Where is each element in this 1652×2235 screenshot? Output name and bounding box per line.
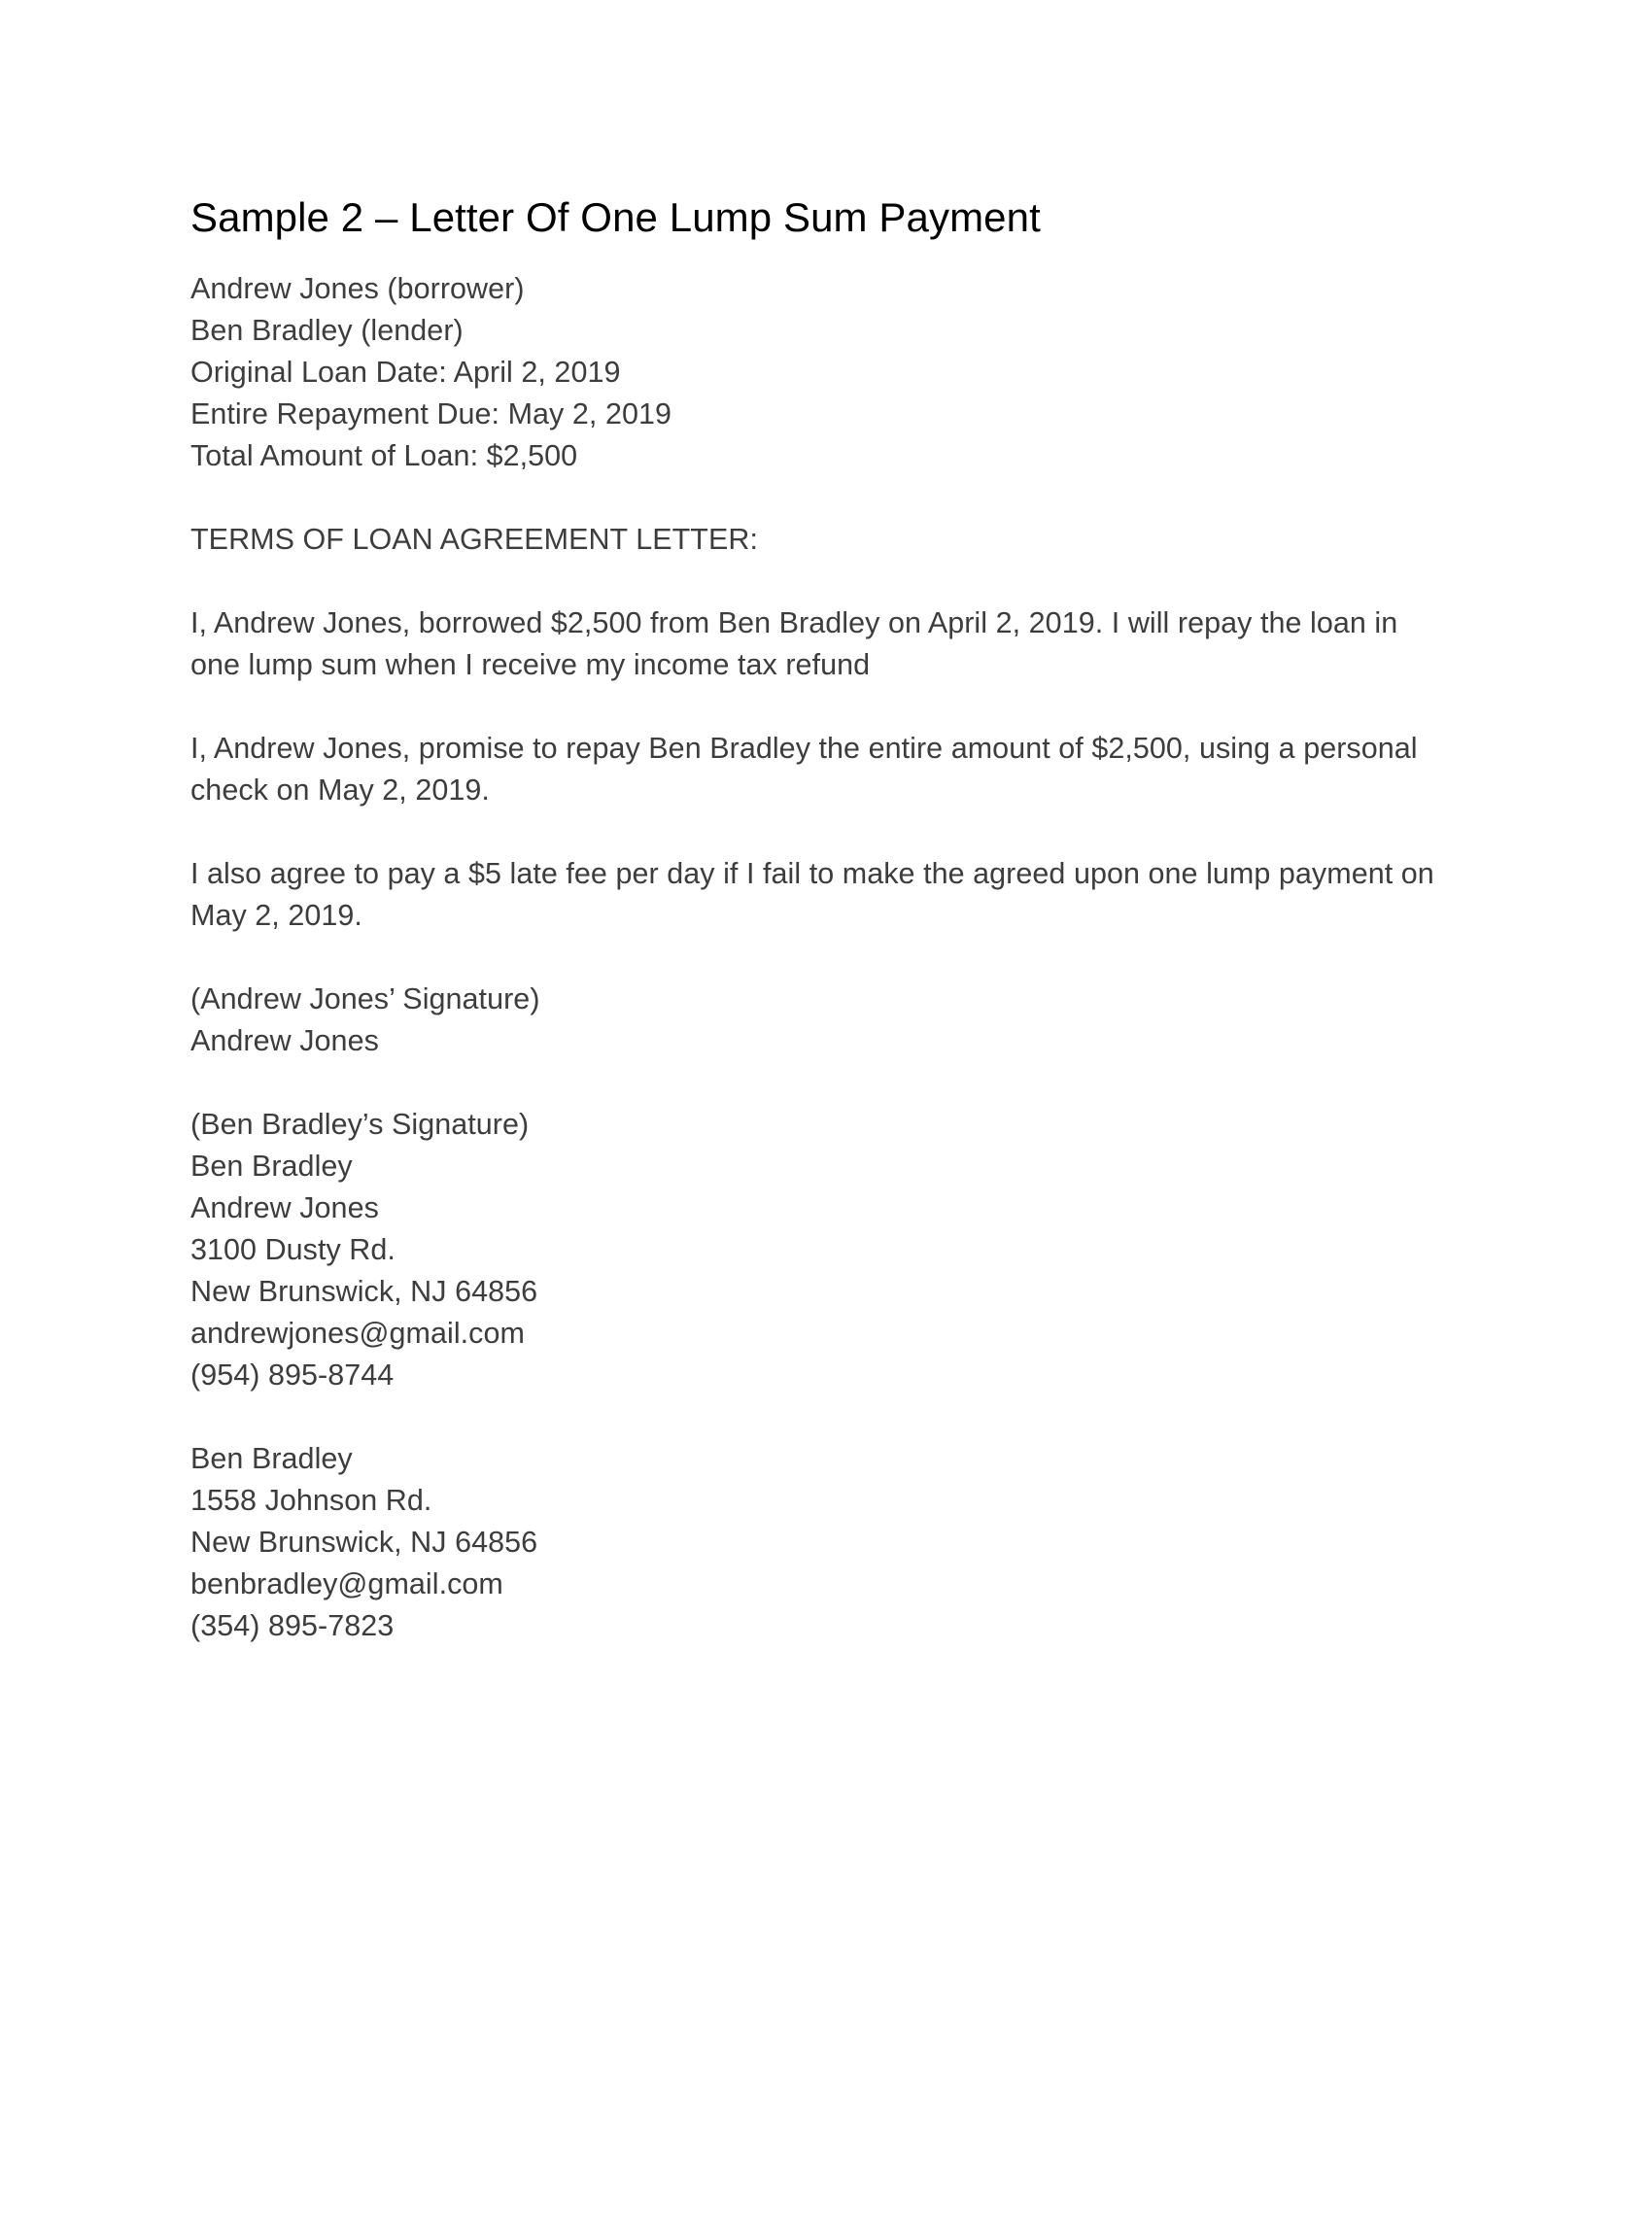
entire-repayment-due-line: Entire Repayment Due: May 2, 2019 (190, 397, 671, 430)
paragraph-3: I also agree to pay a $5 late fee per day if I fail to make the agreed upon one lump payment on May 2, 2019. (190, 857, 1434, 932)
original-loan-date-line: Original Loan Date: April 2, 2019 (190, 356, 621, 389)
borrower-contact-street: 3100 Dusty Rd. (190, 1233, 396, 1266)
borrower-contact-city-state-zip: New Brunswick, NJ 64856 (190, 1275, 538, 1308)
terms-heading-block (190, 519, 1434, 561)
lender-contact-email: benbradley@gmail.com (190, 1567, 503, 1600)
borrower-signature-block (190, 979, 1434, 1062)
parties-block (190, 268, 1434, 477)
borrower-signature-placeholder: (Andrew Jones’ Signature) (190, 982, 540, 1015)
lender-signature-placeholder: (Ben Bradley’s Signature) (190, 1108, 530, 1141)
lender-contact-city-state-zip: New Brunswick, NJ 64856 (190, 1526, 538, 1559)
total-amount-line: Total Amount of Loan: $2,500 (190, 439, 578, 472)
paragraph-1-block (190, 602, 1434, 686)
document-body (190, 190, 1434, 1647)
borrower-line: Andrew Jones (borrower) (190, 272, 525, 305)
page-title: Sample 2 – Letter Of One Lump Sum Payment (190, 194, 1041, 240)
borrower-signature-name: Andrew Jones (190, 1024, 379, 1057)
borrower-contact-name: Andrew Jones (190, 1191, 379, 1224)
paragraph-1: I, Andrew Jones, borrowed $2,500 from Ben Bradley on April 2, 2019. I will repay the loan in one lump sum when I receive my income tax refund (190, 606, 1398, 681)
paragraph-3-block (190, 853, 1434, 937)
lender-contact-block (190, 1438, 1434, 1647)
paragraph-2: I, Andrew Jones, promise to repay Ben Bradley the entire amount of $2,500, using a personal check on May 2, 2019. (190, 732, 1418, 807)
lender-line: Ben Bradley (lender) (190, 314, 464, 347)
lender-signature-name: Ben Bradley (190, 1150, 353, 1183)
lender-contact-street: 1558 Johnson Rd. (190, 1484, 432, 1517)
lender-contact-phone: (354) 895-7823 (190, 1609, 395, 1642)
lender-signature-and-borrower-contact-block (190, 1104, 1434, 1396)
borrower-contact-email: andrewjones@gmail.com (190, 1317, 525, 1350)
paragraph-2-block (190, 728, 1434, 811)
lender-contact-name: Ben Bradley (190, 1442, 353, 1475)
borrower-contact-phone: (954) 895-8744 (190, 1358, 395, 1392)
terms-heading: TERMS OF LOAN AGREEMENT LETTER: (190, 523, 758, 556)
